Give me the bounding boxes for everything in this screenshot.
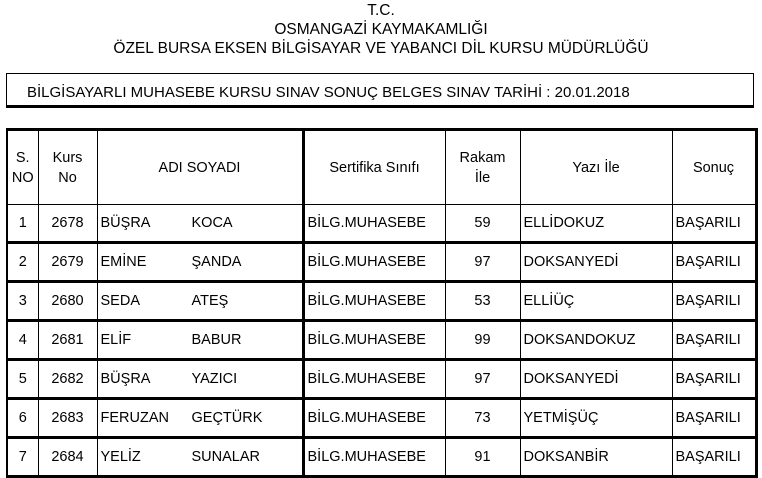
cell-sonuc: BAŞARILI xyxy=(672,399,756,438)
cell-name xyxy=(97,360,303,399)
cell-rakam: 97 xyxy=(445,243,520,282)
first-name: ELİF xyxy=(100,332,132,348)
cell-kurs-no: 2681 xyxy=(38,321,97,360)
col-header-rakam: Rakam İle xyxy=(445,130,520,205)
cell-sonuc: BAŞARILI xyxy=(672,282,756,321)
cell-yazi: DOKSANYEDİ xyxy=(520,243,672,282)
cell-kurs-no: 2684 xyxy=(38,438,97,477)
header-line-3: ÖZEL BURSA EKSEN BİLGİSAYAR VE YABANCI DİL KURSU MÜDÜRLÜĞÜ xyxy=(113,40,649,57)
cell-name xyxy=(97,205,303,243)
col-header-sonuc: Sonuç xyxy=(672,130,756,205)
cell-sno: 1 xyxy=(7,205,38,243)
cell-yazi: DOKSANDOKUZ xyxy=(520,321,672,360)
cell-name xyxy=(97,399,303,438)
cell-kurs-no: 2678 xyxy=(38,205,97,243)
col-header-kurs-no: Kurs No xyxy=(38,130,97,205)
cell-certificate: BİLG.MUHASEBE xyxy=(303,438,445,477)
cell-sno: 3 xyxy=(7,282,38,321)
col-header-name: ADI SOYADI xyxy=(97,130,303,205)
first-name: YELİZ xyxy=(100,449,141,465)
last-name: ATEŞ xyxy=(191,293,229,309)
cell-kurs-no: 2682 xyxy=(38,360,97,399)
cell-kurs-no: 2683 xyxy=(38,399,97,438)
first-name: BÜŞRA xyxy=(100,215,151,231)
table-row xyxy=(7,399,756,438)
cell-sonuc: BAŞARILI xyxy=(672,205,756,243)
cell-certificate: BİLG.MUHASEBE xyxy=(303,399,445,438)
cell-sno: 5 xyxy=(7,360,38,399)
cell-rakam: 53 xyxy=(445,282,520,321)
cell-yazi: DOKSANYEDİ xyxy=(520,360,672,399)
cell-yazi: DOKSANBİR xyxy=(520,438,672,477)
table-row xyxy=(7,282,756,321)
cell-rakam: 59 xyxy=(445,205,520,243)
table-row xyxy=(7,360,756,399)
cell-yazi: YETMİŞÜÇ xyxy=(520,399,672,438)
document-title: BİLGİSAYARLI MUHASEBE KURSU SINAV SONUÇ BELGES SINAV TARİHİ : 20.01.2018 xyxy=(27,84,630,101)
cell-sno: 6 xyxy=(7,399,38,438)
cell-rakam: 91 xyxy=(445,438,520,477)
first-name: BÜŞRA xyxy=(100,371,151,387)
table-row xyxy=(7,243,756,282)
last-name: SUNALAR xyxy=(191,449,260,465)
cell-sonuc: BAŞARILI xyxy=(672,438,756,477)
document-title-box xyxy=(6,73,754,108)
cell-certificate: BİLG.MUHASEBE xyxy=(303,205,445,243)
results-table xyxy=(6,128,758,478)
cell-sonuc: BAŞARILI xyxy=(672,243,756,282)
cell-kurs-no: 2680 xyxy=(38,282,97,321)
header-line-1: T.C. xyxy=(367,2,395,19)
col-header-sno: S. NO xyxy=(7,130,38,205)
col-header-certificate: Sertifika Sınıfı xyxy=(303,130,445,205)
last-name: ŞANDA xyxy=(191,254,242,270)
cell-rakam: 73 xyxy=(445,399,520,438)
table-row xyxy=(7,205,756,243)
cell-certificate: BİLG.MUHASEBE xyxy=(303,243,445,282)
first-name: EMİNE xyxy=(100,254,147,270)
header-line-2: OSMANGAZİ KAYMAKAMLIĞI xyxy=(274,21,488,38)
cell-name xyxy=(97,282,303,321)
cell-yazi: ELLİDOKUZ xyxy=(520,205,672,243)
cell-sno: 7 xyxy=(7,438,38,477)
last-name: BABUR xyxy=(191,332,242,348)
col-header-yazi: Yazı İle xyxy=(520,130,672,205)
cell-name xyxy=(97,243,303,282)
first-name: SEDA xyxy=(100,293,140,309)
cell-rakam: 99 xyxy=(445,321,520,360)
cell-certificate: BİLG.MUHASEBE xyxy=(303,360,445,399)
table-header-row xyxy=(7,130,756,205)
last-name: YAZICI xyxy=(191,371,238,387)
cell-kurs-no: 2679 xyxy=(38,243,97,282)
cell-certificate: BİLG.MUHASEBE xyxy=(303,282,445,321)
table-row xyxy=(7,321,756,360)
cell-name xyxy=(97,321,303,360)
cell-rakam: 97 xyxy=(445,360,520,399)
cell-sonuc: BAŞARILI xyxy=(672,321,756,360)
cell-certificate: BİLG.MUHASEBE xyxy=(303,321,445,360)
cell-sno: 4 xyxy=(7,321,38,360)
last-name: GEÇTÜRK xyxy=(191,410,263,426)
cell-sno: 2 xyxy=(7,243,38,282)
cell-yazi: ELLİÜÇ xyxy=(520,282,672,321)
last-name: KOCA xyxy=(191,215,233,231)
cell-sonuc: BAŞARILI xyxy=(672,360,756,399)
first-name: FERUZAN xyxy=(100,410,169,426)
